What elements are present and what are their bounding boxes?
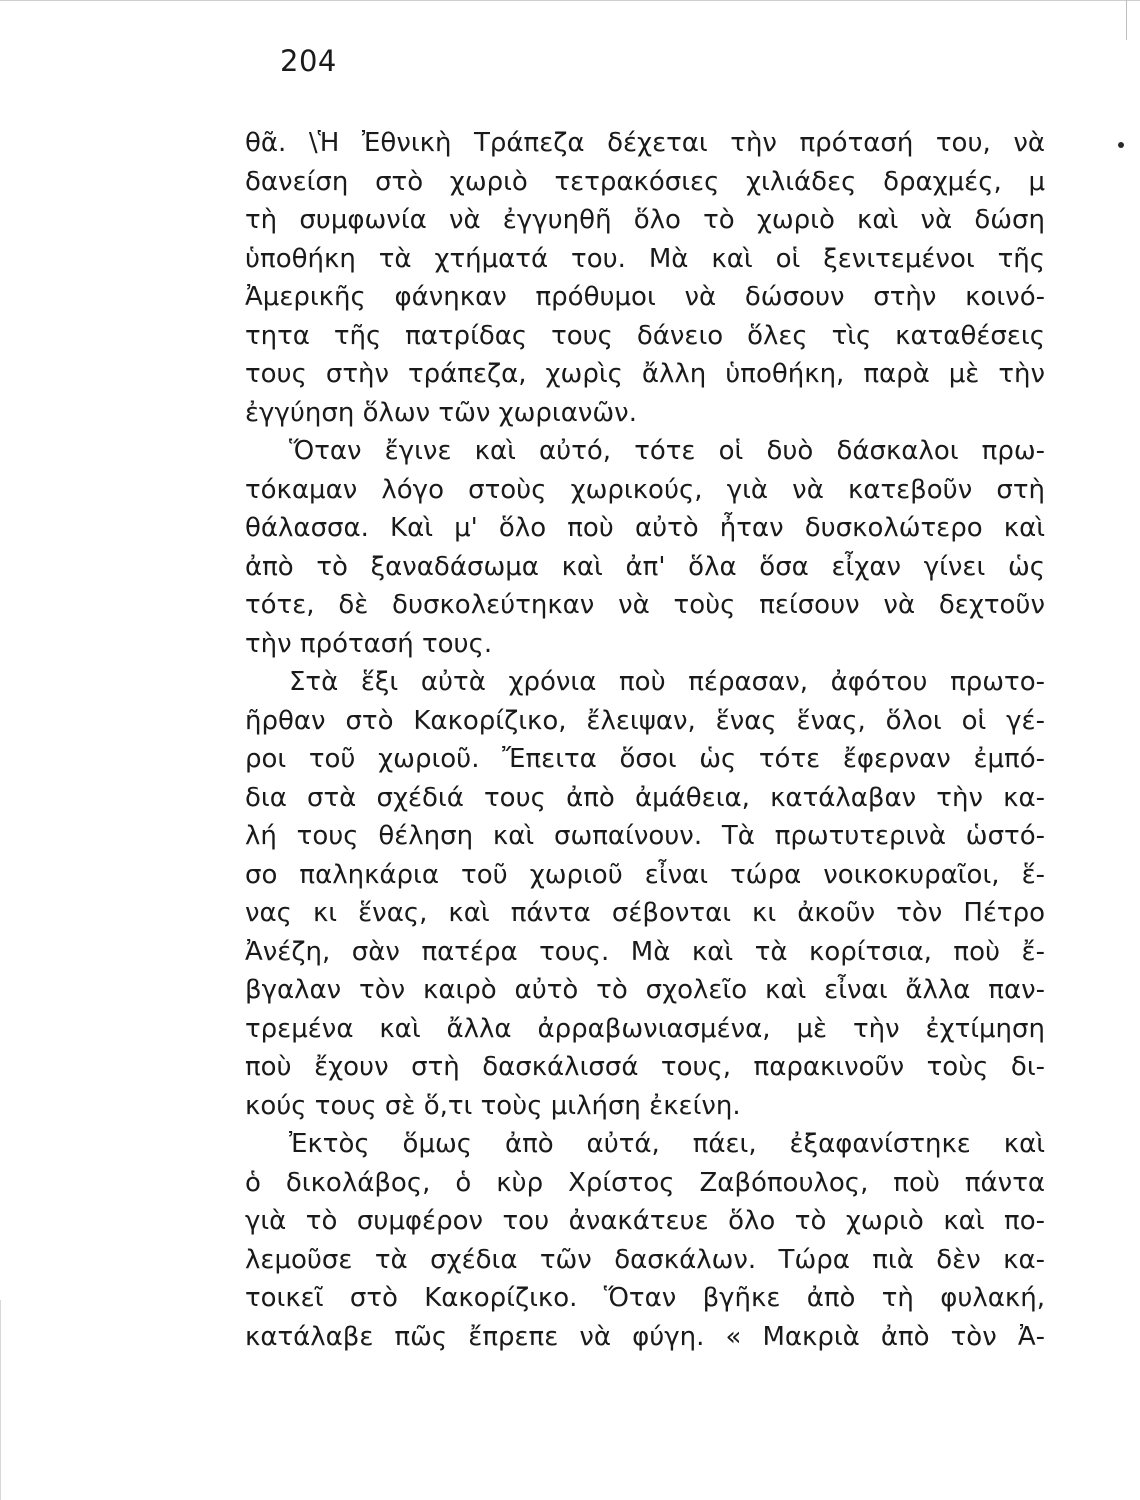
text-line: Ὅταν ἔγινε καὶ αὐτό, τότε οἱ δυὸ δάσκαλοι πρω- (289, 436, 1045, 466)
text-line: δια στὰ σχέδιά τους ἀπὸ ἀμάθεια, κατάλαβαν τὴν κα- (245, 782, 1045, 813)
text-line: τόκαμαν λόγο στοὺς χωρικούς, γιὰ νὰ κατεβοῦν στὴ (245, 474, 1045, 505)
paragraph (245, 663, 1045, 1125)
text-line: Ἀμερικῆς φάνηκαν πρόθυμοι νὰ δώσουν στὴν κοινό- (245, 282, 1045, 312)
text-line: τους στὴν τράπεζα, χωρὶς ἄλλη ὑποθήκη, παρὰ μὲ τὴν (245, 359, 1045, 389)
text-line: Στὰ ἕξι αὐτὰ χρόνια ποὺ πέρασαν, ἀφότου πρωτο- (289, 667, 1045, 697)
text-line: ὁ δικολάβος, ὁ κὺρ Χρίστος Ζαβόπουλος, ποὺ πάντα (245, 1167, 1045, 1198)
page-number: 204 (280, 44, 337, 78)
text-line: κατάλαβε πῶς ἔπρεπε νὰ φύγη. « Μακριὰ ἀπὸ τὸν Ἀ- (245, 1321, 1045, 1352)
text-line: Ἀνέζη, σὰν πατέρα τους. Μὰ καὶ τὰ κορίτσια, ποὺ ἔ- (245, 936, 1045, 967)
text-line: ὑποθήκη τὰ χτήματά του. Μὰ καὶ οἱ ξενιτεμένοι τῆς (245, 243, 1045, 274)
text-line: τὴν πρότασή τους. (245, 628, 493, 659)
text-line: λεμοῦσε τὰ σχέδια τῶν δασκάλων. Τώρα πιὰ δὲν κα- (245, 1244, 1045, 1275)
text-line: ποὺ ἔχουν στὴ δασκάλισσά τους, παρακινοῦν τοὺς δι- (245, 1052, 1045, 1082)
body-text (245, 124, 1045, 1356)
scan-speck (1118, 142, 1124, 148)
text-line: σο παληκάρια τοῦ χωριοῦ εἶναι τώρα νοικοκυραῖοι, ἕ- (245, 859, 1045, 890)
scan-edge-mark (1126, 0, 1127, 40)
text-line: Ἐκτὸς ὅμως ἀπὸ αὐτά, πάει, ἐξαφανίστηκε καὶ (289, 1129, 1045, 1159)
text-line: ἀπὸ τὸ ξαναδάσωμα καὶ ἀπ' ὅλα ὅσα εἶχαν γίνει ὡς (245, 551, 1045, 582)
text-line: κούς τους σὲ ὅ,τι τοὺς μιλήση ἐκείνη. (245, 1090, 741, 1121)
text-line: νας κι ἕνας, καὶ πάντα σέβονται κι ἀκοῦν τὸν Πέτρο (245, 898, 1045, 928)
text-line: ροι τοῦ χωριοῦ. Ἔπειτα ὅσοι ὡς τότε ἔφερναν ἐμπό- (245, 744, 1045, 774)
text-line: ἐγγύηση ὅλων τῶν χωριανῶν. (245, 397, 637, 428)
text-line: θᾶ. \Ἡ Ἐθνικὴ Τράπεζα δέχεται τὴν πρότασή του, νὰ (245, 128, 1045, 158)
scan-edge-mark (0, 1300, 1, 1500)
text-line: τητα τῆς πατρίδας τους δάνειο ὅλες τὶς καταθέσεις (245, 320, 1045, 351)
text-line: δανείση στὸ χωριὸ τετρακόσιες χιλιάδες δραχμές, μ (245, 166, 1045, 197)
text-line: θάλασσα. Καὶ μ' ὅλο ποὺ αὐτὸ ἦταν δυσκολώτερο καὶ (245, 513, 1045, 543)
text-line: λή τους θέληση καὶ σωπαίνουν. Τὰ πρωτυτερινὰ ὡστό- (245, 821, 1045, 851)
paragraph (245, 124, 1045, 432)
text-line: τρεμένα καὶ ἄλλα ἀρραβωνιασμένα, μὲ τὴν ἐχτίμηση (245, 1013, 1045, 1044)
text-line: τότε, δὲ δυσκολεύτηκαν νὰ τοὺς πείσουν νὰ δεχτοῦν (245, 590, 1045, 620)
text-line: τὴ συμφωνία νὰ ἐγγυηθῆ ὅλο τὸ χωριὸ καὶ νὰ δώση (245, 205, 1045, 235)
text-line: ῆρθαν στὸ Κακορίζικο, ἔλειψαν, ἕνας ἕνας, ὅλοι οἱ γέ- (245, 705, 1045, 736)
paragraph (245, 432, 1045, 663)
text-line: βγαλαν τὸν καιρὸ αὐτὸ τὸ σχολεῖο καὶ εἶναι ἄλλα παν- (245, 975, 1045, 1005)
paragraph (245, 1125, 1045, 1356)
text-line: τοικεῖ στὸ Κακορίζικο. Ὅταν βγῆκε ἀπὸ τὴ φυλακή, (245, 1283, 1045, 1313)
text-line: γιὰ τὸ συμφέρον του ἀνακάτευε ὅλο τὸ χωριὸ καὶ πο- (245, 1206, 1045, 1236)
scan-edge-mark (0, 0, 1140, 1)
